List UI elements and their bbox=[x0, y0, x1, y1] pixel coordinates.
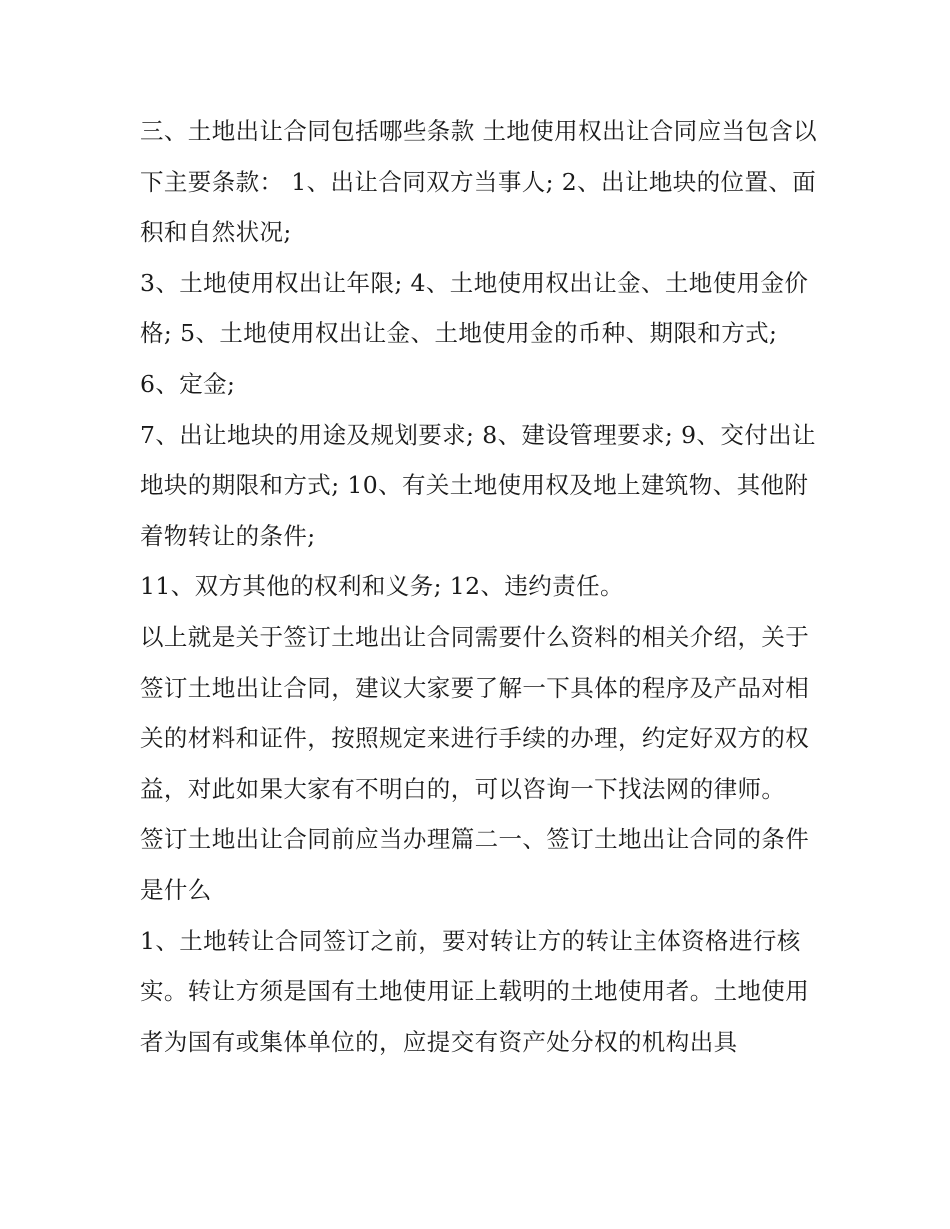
document-body bbox=[140, 106, 820, 1067]
paragraph-use-and-delivery: 7、出让地块的用途及规划要求; 8、建设管理要求; 9、交付出让地块的期限和方式; 10、有关土地使用权及地上建筑物、其他附着物转让的条件; bbox=[140, 420, 816, 550]
paragraph-term-and-fees: 3、土地使用权出让年限; 4、土地使用权出让金、土地使用金价格; 5、土地使用权出让金、土地使用金的币种、期限和方式; 6、定金; bbox=[140, 268, 809, 398]
paragraph-rights-and-liability: 11、双方其他的权利和义务; 12、违约责任。 bbox=[140, 572, 624, 601]
paragraph-section-two-heading: 签订土地出让合同前应当办理篇二一、签订土地出让合同的条件是什么 bbox=[140, 825, 810, 904]
paragraph-summary: 以上就是关于签订土地出让合同需要什么资料的相关介绍，关于签订土地出让合同，建议大家要了解一下具体的程序及产品对相关的材料和证件，按照规定来进行手续的办理，约定好双方的权益，对此如果大家有不明白的，可以咨询一下找法网的律师。 bbox=[140, 622, 810, 803]
paragraph-transferor-qualification: 1、土地转让合同签订之前，要对转让方的转让主体资格进行核实。转让方须是国有土地使用证上载明的土地使用者。土地使用者为国有或集体单位的，应提交有资产处分权的机构出具 bbox=[140, 926, 810, 1056]
paragraph-land-contract-clauses: 三、土地出让合同包括哪些条款 土地使用权出让合同应当包含以下主要条款： 1、出让合同双方当事人; 2、出让地块的位置、面积和自然状况; bbox=[140, 117, 818, 247]
